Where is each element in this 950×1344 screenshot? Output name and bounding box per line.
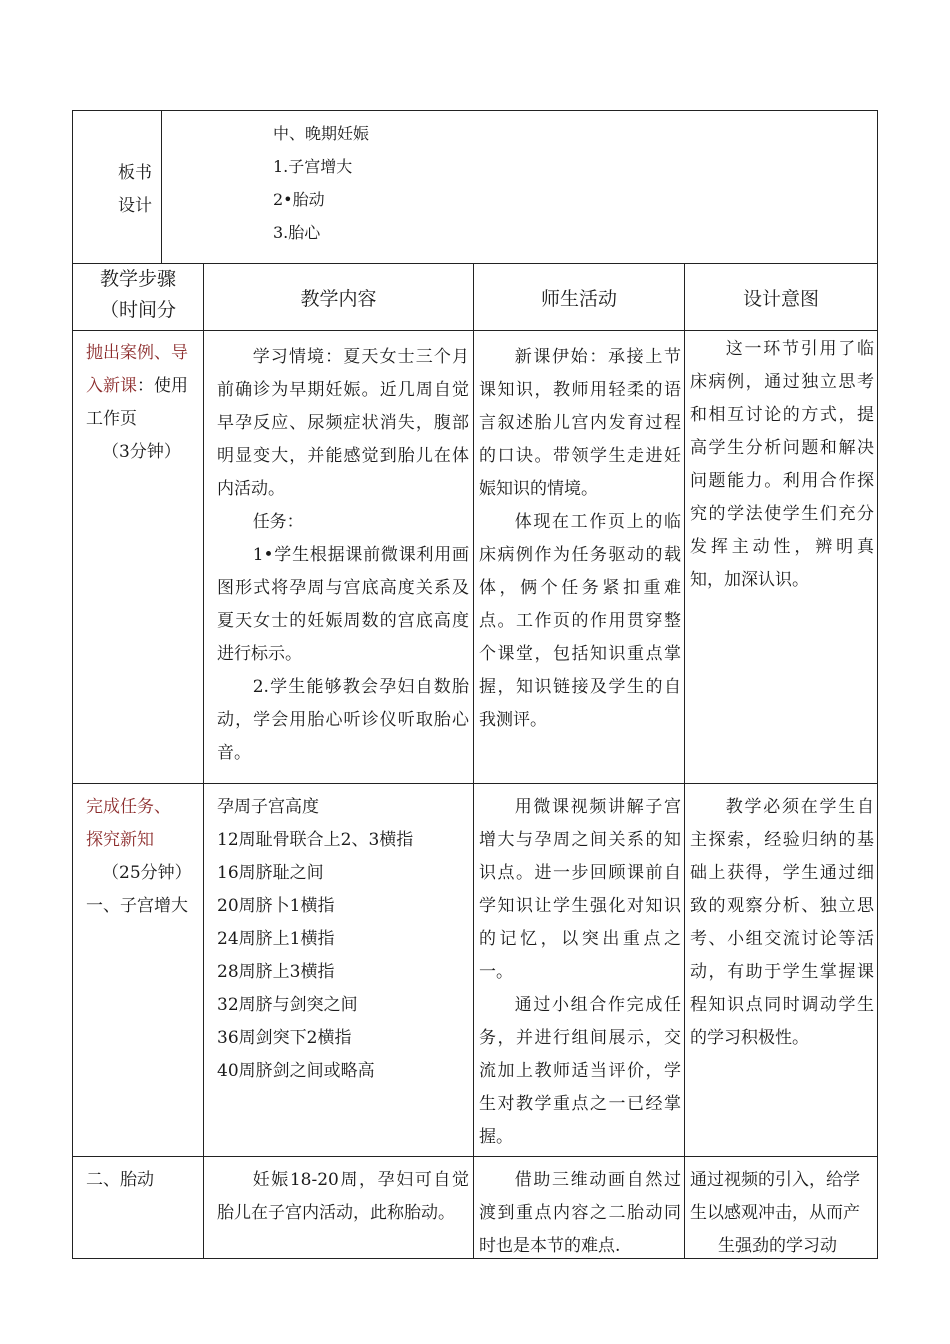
row2-step-line1: 完成任务、 (86, 797, 171, 817)
board-label-line2: 设计 (118, 196, 152, 216)
row1-content-para: 2.学生能够教会孕妇自数胎动，学会用胎心听诊仪听取胎心音。 (217, 677, 469, 763)
uterus-height-item: 32周脐与剑突之间 (217, 995, 358, 1015)
board-divider (161, 110, 162, 263)
row1-activity-para: 体现在工作页上的临床病例作为任务驱动的载体，俩个任务紧扣重难点。工作页的作用贯穿整个课堂，包括知识重点掌握，知识链接及学生的自我测评。 (479, 512, 681, 730)
uterus-height-item: 12周耻骨联合上2、3横指 (217, 830, 414, 850)
header-steps-line3 (74, 326, 202, 330)
header-steps-line2: （时间分 (99, 299, 176, 321)
board-content (273, 117, 833, 249)
header-activity: 师生活动 (540, 288, 617, 310)
row2-step-line2: 探究新知 (86, 830, 154, 850)
row3-content-para: 妊娠18-20周，孕妇可自觉胎儿在子宫内活动，此称胎动。 (217, 1170, 469, 1223)
row1-step-line2b: ：使用 (137, 376, 188, 396)
row3-intent-line1: 通过视频的引入，给学生以感观冲击，从而产 (690, 1170, 860, 1223)
row2-intent-para: 教学必须在学生自主探索，经验归纳的基础上获得，学生通过细致的观察分析、独立思考、小组交流讨论等活动，有助于学生掌握课程知识点同时调动学生的学习积极性。 (690, 797, 874, 1048)
border-right (877, 110, 878, 1259)
uterus-height-item: 28周脐上3横指 (217, 962, 335, 982)
border-left (72, 110, 73, 1259)
row3-step: 二、胎动 (86, 1170, 154, 1190)
row2-activity-para: 通过小组合作完成任务，并进行组间展示，交流加上教师适当评价，学生对教学重点之一已经掌握。 (479, 995, 681, 1147)
row1-activity (479, 341, 681, 737)
board-line: 2•胎动 (273, 190, 325, 209)
row3-activity-para: 借助三维动画自然过渡到重点内容之二胎动同时也是本节的难点. (479, 1170, 681, 1256)
row1-content-para: 1•学生根据课前微课利用画图形式将孕周与宫底高度关系及夏天女士的妊娠周数的宫底高度进行标示。 (217, 545, 469, 664)
row2-step (86, 791, 202, 923)
row-line-4 (72, 1156, 878, 1157)
row1-step-line2a: 入新课 (86, 376, 137, 396)
board-line: 中、晚期妊娠 (273, 124, 370, 143)
row2-activity (479, 791, 681, 1154)
row2-step-line4: 一、子宫增大 (86, 896, 188, 916)
uterus-height-item: 16周脐耻之间 (217, 863, 324, 883)
row-line-2 (72, 330, 878, 331)
row3-activity (479, 1164, 681, 1263)
board-line: 3.胎心 (273, 223, 321, 242)
uterus-height-item: 24周脐上1横指 (217, 929, 335, 949)
header-steps (74, 264, 202, 330)
row1-content-para: 学习情境：夏天女士三个月前确诊为早期妊娠。近几周自觉早孕反应、尿频症状消失，腹部明显变大，并能感觉到胎儿在体内活动。 (217, 347, 469, 499)
board-label (118, 157, 158, 223)
row2-step-line3: （25分钟） (102, 863, 192, 883)
board-line: 1.子宫增大 (273, 157, 353, 176)
col-line-1 (203, 263, 204, 1259)
col-line-3 (684, 263, 685, 1259)
border-bottom (72, 1258, 878, 1259)
row3-intent-line2: 生强劲的学习动 (718, 1236, 837, 1256)
border-top (72, 110, 878, 111)
uterus-height-item: 20周脐卜1横指 (217, 896, 335, 916)
row2-content (217, 791, 469, 1088)
col-line-2 (473, 263, 474, 1259)
row3-content (217, 1164, 469, 1230)
row3-intent (690, 1164, 874, 1257)
row1-step-line2 (86, 370, 202, 403)
header-content: 教学内容 (300, 288, 377, 310)
row2-intent (690, 791, 874, 1055)
row2-activity-para: 用微课视频讲解子宫增大与孕周之间关系的知识点。进一步回顾课前自学知识让学生强化对知识的记忆，以突出重点之一。 (479, 797, 681, 982)
row1-content (217, 341, 469, 770)
row1-content-para: 任务： (252, 512, 304, 532)
header-steps-line1: 教学步骤 (99, 268, 176, 290)
row1-intent-para: 这一环节引用了临床病例，通过独立思考和相互讨论的方式，提高学生分析问题和解决问题能力。利用合作探究的学法使学生们充分发挥主动性，辨明真知，加深认识。 (690, 339, 874, 590)
row-line-3 (72, 783, 878, 784)
uterus-height-item: 36周剑突下2横指 (217, 1028, 352, 1048)
row1-step (86, 337, 202, 469)
board-label-line1: 板书 (118, 163, 152, 183)
uterus-height-item: 孕周子宫高度 (217, 797, 319, 817)
row1-step-line4: （3分钟） (102, 442, 181, 462)
row1-activity-para: 新课伊始：承接上节课知识，教师用轻柔的语言叙述胎儿宫内发育过程的口诀。带领学生走进妊娠知识的情境。 (479, 347, 681, 499)
header-intent: 设计意图 (742, 288, 819, 310)
row1-step-line3: 工作页 (86, 409, 137, 429)
row1-intent (690, 333, 874, 597)
uterus-height-item: 40周脐剑之间或略高 (217, 1061, 375, 1081)
row1-step-line1: 抛出案例、导 (86, 343, 188, 363)
